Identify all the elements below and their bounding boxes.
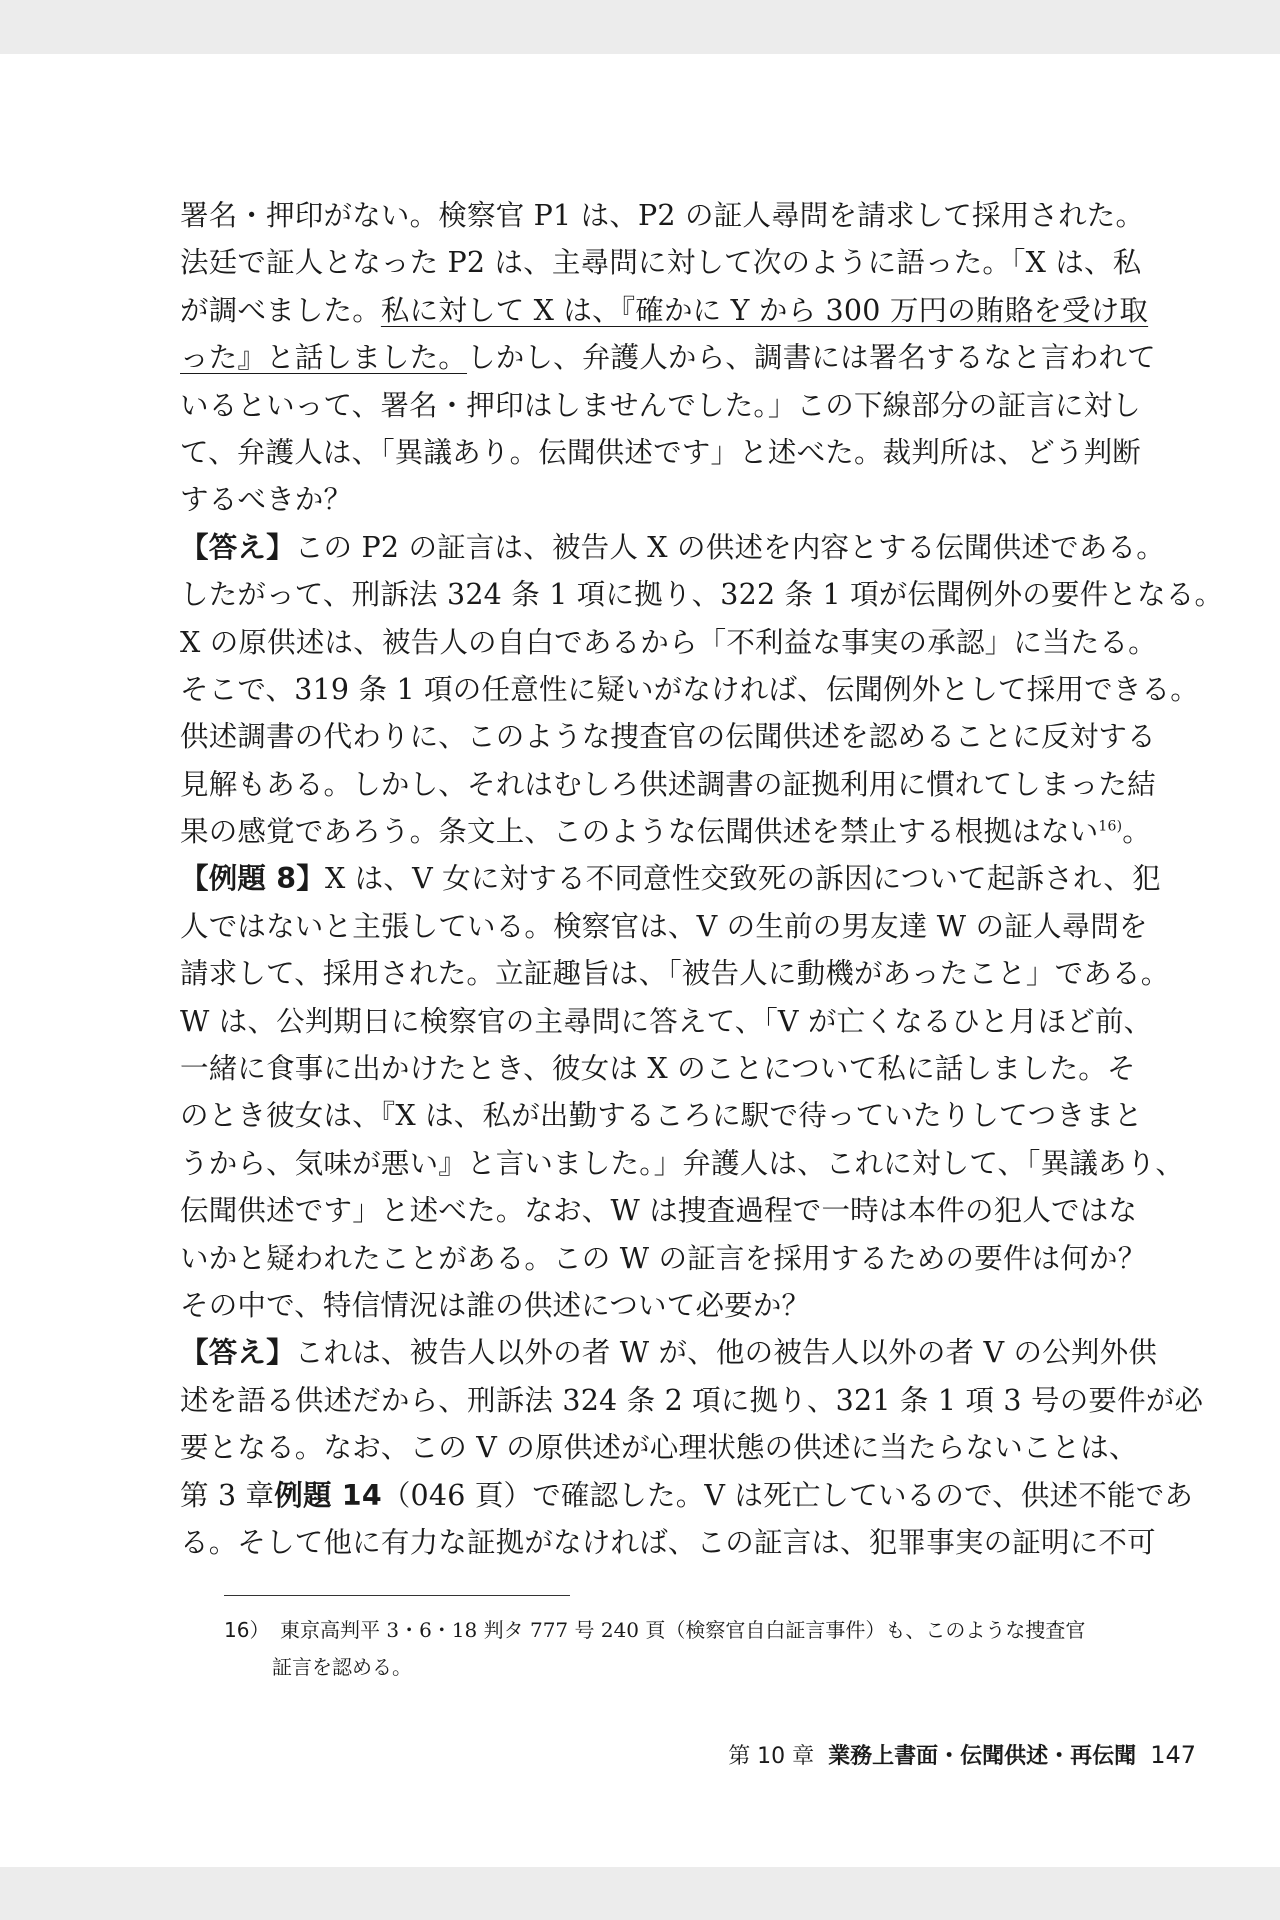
body-text <box>180 192 1224 1566</box>
text-line: その中で、特信情況は誰の供述について必要か？ <box>180 1288 811 1322</box>
text-line: 法廷で証人となった P2 は、主尋問に対して次のように語った。「X は、私 <box>180 246 1142 280</box>
text-line: 一緒に食事に出かけたとき、彼女は X のことについて私に話しました。そ <box>180 1052 1136 1086</box>
text-line: 述を語る供述だから、刑訴法 324 条 2 項に拠り、321 条 1 項 3 号の要件が必 <box>180 1383 1204 1417</box>
text-line: 【答え】これは、被告人以外の者 W が、他の被告人以外の者 V の公判外供 <box>180 1336 1158 1370</box>
text-line: 署名・押印がない。検察官 P1 は、P2 の証人尋問を請求して採用された。 <box>180 199 1145 232</box>
answer-label: 【答え】 <box>180 530 295 564</box>
text-line: 請求して、採用された。立証趣旨は、「被告人に動機があったこと」である。 <box>180 957 1170 991</box>
text-line: る。そして他に有力な証拠がなければ、この証言は、犯罪事実の証明に不可 <box>180 1525 1156 1559</box>
chapter-title: 業務上書面・伝聞供述・再伝聞 <box>828 1744 1137 1769</box>
page-number: 147 <box>1150 1741 1196 1769</box>
underlined-testimony: 私に対して X は、『確かに Y から 300 万円の賄賂を受け取 <box>380 293 1149 327</box>
text-line: うから、気味が悪い』と言いました。」弁護人は、これに対して、「異議あり、 <box>180 1146 1185 1180</box>
footnote-divider <box>224 1595 570 1596</box>
footnote-line: 16） 東京高判平 3・6・18 判タ 777 号 240 頁（検察官自白証言事件）も、このような捜査官 <box>224 1612 1144 1649</box>
underlined-testimony: った』と話しました。 <box>180 341 468 375</box>
footnote-ref[interactable]: 16) <box>1098 818 1123 835</box>
book-page <box>0 54 1280 1867</box>
text-line: 要となる。なお、この V の原供述が心理状態の供述に当たらないことは、 <box>180 1431 1138 1465</box>
example-label: 【例題 8】 <box>180 862 325 896</box>
text-line: 見解もある。しかし、それはむしろ供述調書の証拠利用に慣れてしまった結 <box>180 767 1156 801</box>
running-footer <box>728 1739 1196 1770</box>
example-ref: 例題 14 <box>274 1478 382 1512</box>
text-line: が調べました。私に対して X は、『確かに Y から 300 万円の賄賂を受け取 <box>180 293 1149 327</box>
text-line: て、弁護人は、「異議あり。伝聞供述です」と述べた。裁判所は、どう判断 <box>180 435 1141 469</box>
footnote <box>224 1612 1144 1686</box>
text-line: 果の感覚であろう。条文上、このような伝聞供述を禁止する根拠はない$^{16)}$。 <box>180 815 1151 849</box>
footnote-number: 16） <box>224 1618 270 1642</box>
text-line: したがって、刑訴法 324 条 1 項に拠り、322 条 1 項が伝聞例外の要件となる。 <box>180 578 1224 612</box>
text-line: のとき彼女は、『X は、私が出勤するころに駅で待っていたりしてつきまと <box>180 1099 1143 1133</box>
text-line: X の原供述は、被告人の自白であるから「不利益な事実の承認」に当たる。 <box>180 625 1157 659</box>
text-line: 【答え】この P2 の証言は、被告人 X の供述を内容とする伝聞供述である。 <box>180 530 1165 564</box>
text-line: 供述調書の代わりに、このような捜査官の伝聞供述を認めることに反対する <box>180 720 1156 754</box>
text-line: 第 3 章例題 14（046 頁）で確認した。V は死亡しているので、供述不能であ <box>180 1478 1194 1512</box>
text-line: W は、公判期日に検察官の主尋問に答えて、「V が亡くなるひと月ほど前、 <box>180 1004 1153 1038</box>
footnote-line: 証言を認める。 <box>272 1655 412 1679</box>
text-line: するべきか？ <box>180 483 353 517</box>
text-line: そこで、319 条 1 項の任意性に疑いがなければ、伝聞例外として採用できる。 <box>180 672 1199 706</box>
text-line: った』と話しました。しかし、弁護人から、調書には署名するなと言われて <box>180 341 1156 375</box>
text-line: 伝聞供述です」と述べた。なお、W は捜査過程で一時は本件の犯人ではな <box>180 1194 1138 1228</box>
text-line: いかと疑われたことがある。この W の証言を採用するための要件は何か？ <box>180 1241 1147 1275</box>
chapter-label: 第 10 章 <box>728 1744 815 1769</box>
answer-label: 【答え】 <box>180 1336 295 1370</box>
text-line: 人ではないと主張している。検察官は、V の生前の男友達 W の証人尋問を <box>180 909 1148 943</box>
text-line: いるといって、署名・押印はしませんでした。」この下線部分の証言に対し <box>180 388 1141 422</box>
text-line: 【例題 8】X は、V 女に対する不同意性交致死の訴因について起訴され、犯 <box>180 862 1161 896</box>
